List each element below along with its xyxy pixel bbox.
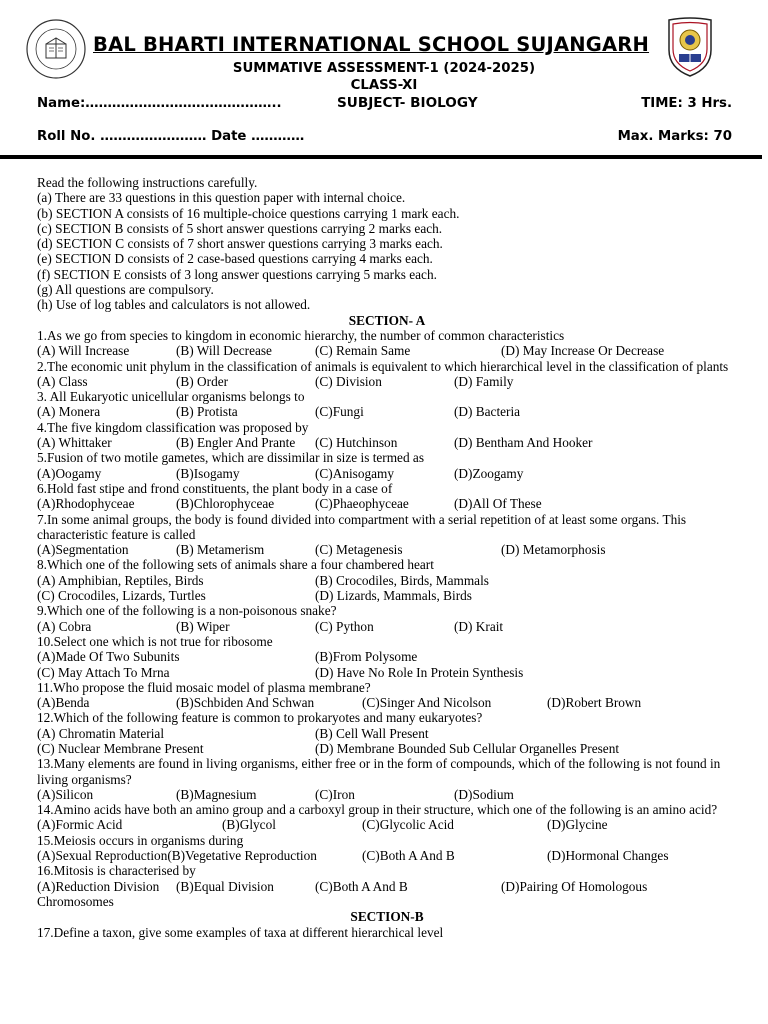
options-row <box>37 496 737 511</box>
instruction-line: (b) SECTION A consists of 16 multiple-choice questions carrying 1 mark each. <box>37 205 460 221</box>
option: (B)Schbiden And Schwan <box>176 695 315 711</box>
time-label: TIME: 3 Hrs. <box>641 96 732 111</box>
option: (C)Glycolic Acid <box>362 817 454 833</box>
option: (D) Family <box>454 373 514 389</box>
options-row <box>37 665 737 680</box>
option: (D) Metamorphosis <box>501 542 606 558</box>
option: (A) Cobra <box>37 618 92 634</box>
option: (B)From Polysome <box>315 649 418 665</box>
question-text: 5.Fusion of two motile gametes, which are dissimilar in size is termed as <box>37 450 425 466</box>
options-row <box>37 588 737 603</box>
option: (C)Both A And B <box>315 878 408 894</box>
instruction-line: Read the following instructions carefully. <box>37 175 258 190</box>
options-row <box>37 466 737 481</box>
header-divider <box>0 155 762 159</box>
instruction-line: (a) There are 33 questions in this question paper with internal choice. <box>37 190 406 206</box>
question-text: 4.The five kingdom classification was proposed by <box>37 419 309 435</box>
instructions <box>37 175 737 313</box>
option: (A)Sexual Reproduction(B)Vegetative Reproduction <box>37 848 317 864</box>
option: (A)Rhodophyceae <box>37 496 135 512</box>
question-text: 9.Which one of the following is a non-poisonous snake? <box>37 603 337 619</box>
school-name: BAL BHARTI INTERNATIONAL SCHOOL SUJANGARH <box>93 33 650 56</box>
options-row <box>37 542 737 557</box>
option: (B) Wiper <box>176 618 230 634</box>
option: (D) Krait <box>454 618 504 634</box>
options-row <box>37 787 737 802</box>
options-row <box>37 879 737 894</box>
option: (C)Anisogamy <box>315 465 395 481</box>
option: (D) Have No Role In Protein Synthesis <box>315 664 524 680</box>
instruction-line: (c) SECTION B consists of 5 short answer questions carrying 2 marks each. <box>37 220 443 236</box>
option: (A) Class <box>37 373 88 389</box>
instruction-line: (g) All questions are compulsory. <box>37 282 214 298</box>
option: (D)All Of These <box>454 496 542 512</box>
class-label: CLASS-XI <box>350 78 418 93</box>
options-row <box>37 695 737 710</box>
question-text: 12.Which of the following feature is common to prokaryotes and many eukaryotes? <box>37 710 483 726</box>
option: (C)Phaeophyceae <box>315 496 409 512</box>
option: (C)Both A And B <box>362 848 455 864</box>
options-row <box>37 848 737 863</box>
option: (A) Monera <box>37 404 101 420</box>
option: (D)Glycine <box>547 817 608 833</box>
instruction-line: (f) SECTION E consists of 3 long answer questions carrying 5 marks each. <box>37 266 437 282</box>
roll-date-field: Roll No. …………………… Date ………… <box>37 129 305 144</box>
option: (B) Protista <box>176 404 238 420</box>
option: (C) Python <box>315 618 374 634</box>
option: (C) Remain Same <box>315 343 411 359</box>
option: (A) Amphibian, Reptiles, Birds <box>37 572 204 588</box>
question-text: 3. All Eukaryotic unicellular organisms belongs to <box>37 389 305 405</box>
question-paper-body <box>37 175 737 940</box>
option: (C) Crocodiles, Lizards, Turtles <box>37 588 206 604</box>
max-marks-label: Max. Marks: 70 <box>617 129 732 144</box>
option-continuation: Chromosomes <box>37 893 114 909</box>
option: (C)Iron <box>315 786 355 802</box>
option: (A)Made Of Two Subunits <box>37 649 180 665</box>
exam-title: SUMMATIVE ASSESSMENT-1 (2024-2025) <box>232 61 536 76</box>
options-row <box>37 374 737 389</box>
option: (C) Hutchinson <box>315 435 398 451</box>
option: (B)Glycol <box>222 817 276 833</box>
option: (D)Hormonal Changes <box>547 848 669 864</box>
options-row <box>37 343 737 358</box>
option: (D)Pairing Of Homologous <box>501 878 648 894</box>
option: (C) Metagenesis <box>315 542 403 558</box>
options-row <box>37 573 737 588</box>
option: (B) Cell Wall Present <box>315 725 429 741</box>
option: (C) May Attach To Mrna <box>37 664 170 680</box>
option: (A)Silicon <box>37 786 94 802</box>
option: (B)Chlorophyceae <box>176 496 275 512</box>
option: (B) Engler And Prante <box>176 435 296 451</box>
question-text: 14.Amino acids have both an amino group and a carboxyl group in their structure, which one of the following is an amino acid? <box>37 802 718 818</box>
question-text: 11.Who propose the fluid mosaic model of plasma membrane? <box>37 679 371 695</box>
subject-label: SUBJECT- BIOLOGY <box>337 95 478 111</box>
option: (B)Magnesium <box>176 786 257 802</box>
option: (D)Zoogamy <box>454 465 524 481</box>
options-row <box>37 649 737 664</box>
option: (A)Oogamy <box>37 465 102 481</box>
option: (B)Equal Division <box>176 878 274 894</box>
question-text: 7.In some animal groups, the body is found divided into compartment with a serial repetition of at least some organs. This characteristic feature is called <box>37 511 687 542</box>
question-text: 16.Mitosis is characterised by <box>37 863 196 879</box>
question-text: 15.Meiosis occurs in organisms during <box>37 832 244 848</box>
option: (D) Bentham And Hooker <box>454 435 593 451</box>
options-row <box>37 404 737 419</box>
option: (D) May Increase Or Decrease <box>501 343 665 359</box>
option: (D)Sodium <box>454 786 514 802</box>
instruction-line: (e) SECTION D consists of 2 case-based questions carrying 4 marks each. <box>37 251 433 267</box>
name-field: Name:…………………………………….. <box>37 96 282 111</box>
section-b-title: SECTION-B <box>350 909 424 925</box>
option: (B) Will Decrease <box>176 343 272 359</box>
question-text: 13.Many elements are found in living organisms, either free or in the form of compounds, which of the following is not found in living organisms? <box>37 756 721 787</box>
question-text: 6.Hold fast stipe and frond constituents, the plant body in a case of <box>37 480 393 496</box>
options-row <box>37 726 737 741</box>
option: (A) Chromatin Material <box>37 725 165 741</box>
options-row <box>37 619 737 634</box>
option: (B) Crocodiles, Birds, Mammals <box>315 572 489 588</box>
option: (C) Nuclear Membrane Present <box>37 740 204 756</box>
option: (A)Segmentation <box>37 542 129 558</box>
question-text: 8.Which one of the following sets of animals share a four chambered heart <box>37 557 434 573</box>
options-row <box>37 817 737 832</box>
option: (C)Fungi <box>315 404 364 420</box>
options-row <box>37 435 737 450</box>
option: (C) Division <box>315 373 382 389</box>
option: (D) Lizards, Mammals, Birds <box>315 588 472 604</box>
option: (A)Benda <box>37 695 90 711</box>
instruction-line: (d) SECTION C consists of 7 short answer questions carrying 3 marks each. <box>37 236 443 252</box>
option: (B)Isogamy <box>176 465 240 481</box>
question-text: 17.Define a taxon, give some examples of taxa at different hierarchical level <box>37 924 444 940</box>
option: (D)Robert Brown <box>547 695 642 711</box>
options-row <box>37 741 737 756</box>
option: (C)Singer And Nicolson <box>362 695 492 711</box>
question-text: 10.Select one which is not true for ribosome <box>37 633 273 649</box>
option: (A)Reduction Division <box>37 878 160 894</box>
option: (A) Will Increase <box>37 343 130 359</box>
option: (D) Membrane Bounded Sub Cellular Organelles Present <box>315 740 620 756</box>
option: (B) Metamerism <box>176 542 265 558</box>
option: (A)Formic Acid <box>37 817 123 833</box>
question-text: 2.The economic unit phylum in the classification of animals is equivalent to which hierarchical level in the classification of plants <box>37 358 729 374</box>
option: (B) Order <box>176 373 229 389</box>
question-text: 1.As we go from species to kingdom in economic hierarchy, the number of common characteristics <box>37 327 565 343</box>
option: (D) Bacteria <box>454 404 521 420</box>
instruction-line: (h) Use of log tables and calculators is not allowed. <box>37 297 311 313</box>
option: (A) Whittaker <box>37 435 112 451</box>
section-a-title: SECTION- A <box>348 312 426 328</box>
